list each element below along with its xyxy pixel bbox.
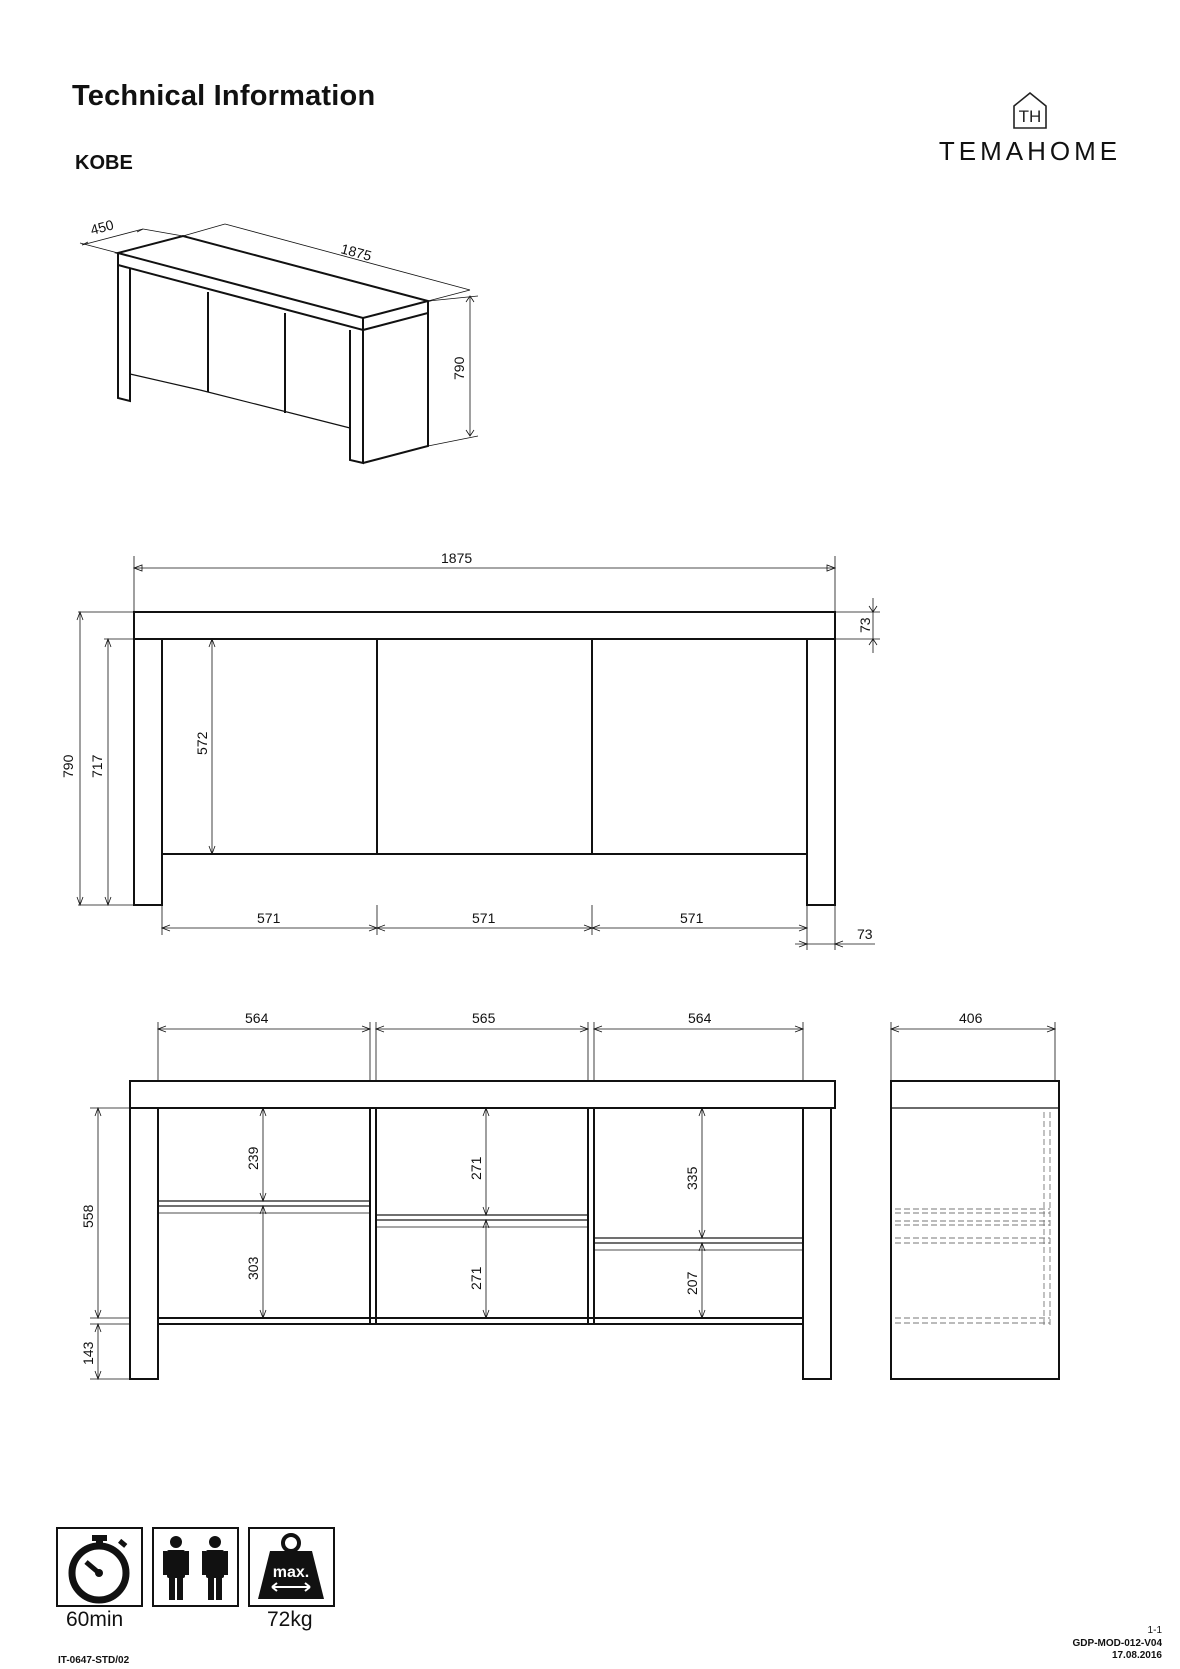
- interior-middle-upper: 271: [468, 1156, 484, 1180]
- interior-width-left: 564: [245, 1010, 269, 1026]
- interior-view: [80, 1010, 835, 1379]
- form-code: GDP-MOD-012-V04: [1072, 1638, 1162, 1649]
- stopwatch-graphic: [58, 1529, 141, 1605]
- max-weight-icon: [248, 1527, 335, 1607]
- front-top-thickness: 73: [857, 617, 873, 633]
- two-persons-icon: [152, 1527, 239, 1607]
- interior-right-upper: 335: [684, 1166, 700, 1190]
- interior-width-right: 564: [688, 1010, 712, 1026]
- assembly-time: 60min: [66, 1608, 124, 1631]
- max-load: 72kg: [267, 1608, 313, 1631]
- revision-date: 17.08.2016: [1111, 1650, 1162, 1661]
- interior-left-lower: 303: [245, 1256, 261, 1280]
- iso-width-label: 1875: [339, 240, 374, 264]
- interior-height: 558: [80, 1204, 96, 1228]
- brand-name: TEMAHOME: [938, 136, 1122, 166]
- two-persons-graphic: [154, 1529, 237, 1605]
- interior-base-height: 143: [80, 1341, 96, 1365]
- iso-depth-label: 450: [88, 216, 116, 238]
- front-inner-height: 717: [89, 754, 105, 778]
- interior-width-middle: 565: [472, 1010, 496, 1026]
- iso-height-label: 790: [451, 356, 467, 380]
- front-door-height: 572: [194, 731, 210, 755]
- front-view: [60, 550, 880, 950]
- side-view: [891, 1010, 1059, 1379]
- front-overall-width: 1875: [441, 550, 473, 566]
- max-badge-label: max.: [272, 1564, 310, 1581]
- front-door-width-2: 571: [472, 910, 496, 926]
- interior-left-upper: 239: [245, 1146, 261, 1170]
- front-overall-height: 790: [60, 754, 76, 778]
- front-door-width-1: 571: [257, 910, 281, 926]
- stopwatch-icon: [56, 1527, 143, 1607]
- side-depth: 406: [959, 1010, 983, 1026]
- brand-monogram: TH: [1018, 107, 1042, 126]
- page-number: 1-1: [1147, 1625, 1162, 1636]
- interior-right-lower: 207: [684, 1271, 700, 1295]
- page-title: Technical Information: [72, 80, 376, 112]
- interior-middle-lower: 271: [468, 1266, 484, 1290]
- front-leg-width: 73: [857, 926, 873, 942]
- form-reference: [1073, 1638, 1162, 1662]
- max-weight-graphic: [250, 1529, 333, 1605]
- front-door-width-3: 571: [680, 910, 704, 926]
- document-code: IT-0647-STD/02: [58, 1655, 130, 1666]
- model-name: KOBE: [75, 152, 133, 174]
- isometric-view: [80, 216, 478, 463]
